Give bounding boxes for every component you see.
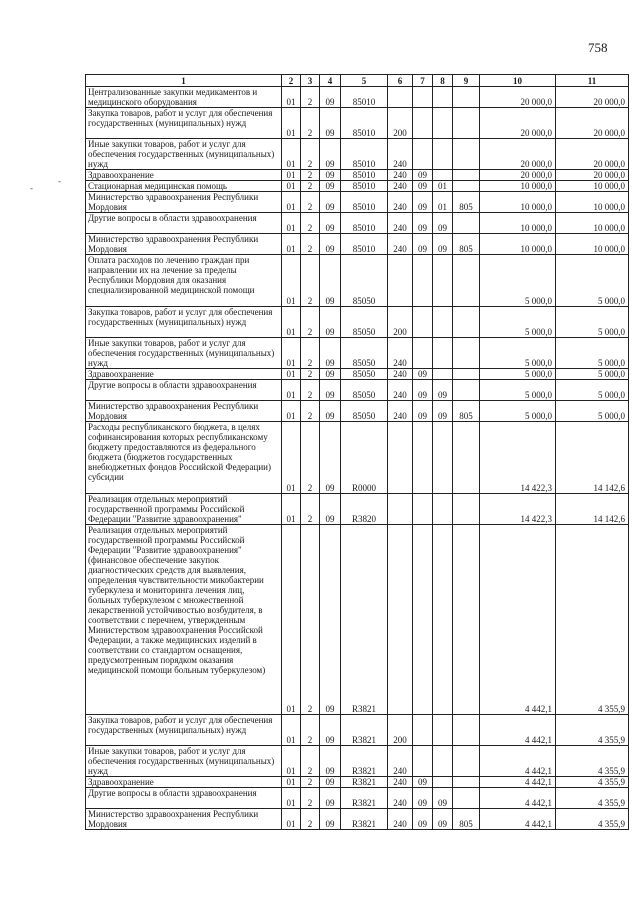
header-cell: 5 — [341, 75, 388, 87]
code-cell: 240 — [388, 139, 413, 170]
code-cell: 09 — [413, 234, 433, 255]
row-name: Иные закупки товаров, работ и услуг для обеспечения государственных (муниципальных) нужд — [86, 338, 282, 369]
code-cell: 09 — [320, 777, 341, 788]
code-cell — [433, 715, 453, 746]
amount-cell: 4 355,9 — [556, 777, 629, 788]
code-cell: 09 — [413, 777, 433, 788]
code-cell: 09 — [433, 788, 453, 809]
code-cell — [413, 525, 433, 715]
code-cell: 85050 — [341, 255, 388, 307]
code-cell: 01 — [282, 170, 301, 181]
code-cell: 09 — [320, 809, 341, 830]
header-cell: 7 — [413, 75, 433, 87]
code-cell — [433, 170, 453, 181]
row-name: Министерство здравоохранения Республики Мордовия — [86, 809, 282, 830]
code-cell: 09 — [320, 87, 341, 108]
table-row — [86, 809, 629, 830]
code-cell: 85010 — [341, 181, 388, 192]
code-cell: 09 — [320, 369, 341, 380]
code-cell: 200 — [388, 715, 413, 746]
code-cell: 09 — [320, 307, 341, 338]
code-cell: 240 — [388, 369, 413, 380]
code-cell: 805 — [453, 234, 480, 255]
code-cell — [433, 494, 453, 525]
code-cell: 01 — [282, 255, 301, 307]
code-cell: 2 — [301, 307, 320, 338]
amount-cell: 20 000,0 — [480, 87, 556, 108]
table-row — [86, 234, 629, 255]
code-cell: 805 — [453, 192, 480, 213]
code-cell — [433, 369, 453, 380]
amount-cell: 4 355,9 — [556, 788, 629, 809]
code-cell — [413, 338, 433, 369]
code-cell: 01 — [282, 192, 301, 213]
amount-cell: 5 000,0 — [556, 380, 629, 401]
amount-cell: 14 422,3 — [480, 422, 556, 494]
header-cell: 2 — [282, 75, 301, 87]
row-name: Закупка товаров, работ и услуг для обеспечения государственных (муниципальных) нужд — [86, 108, 282, 139]
code-cell: 01 — [282, 234, 301, 255]
row-name: Реализация отдельных мероприятий государственной программы Российской Федерации "Развитие здравоохранения" — [86, 494, 282, 525]
amount-cell: 5 000,0 — [480, 401, 556, 422]
code-cell — [413, 494, 433, 525]
code-cell: 2 — [301, 255, 320, 307]
code-cell: 01 — [433, 192, 453, 213]
code-cell: 240 — [388, 234, 413, 255]
amount-cell: 4 442,1 — [480, 525, 556, 715]
code-cell — [453, 213, 480, 234]
table-row — [86, 255, 629, 307]
code-cell — [413, 255, 433, 307]
code-cell: 2 — [301, 108, 320, 139]
code-cell — [413, 422, 433, 494]
code-cell: R3821 — [341, 809, 388, 830]
code-cell — [453, 338, 480, 369]
amount-cell: 4 355,9 — [556, 809, 629, 830]
amount-cell: 10 000,0 — [556, 192, 629, 213]
row-name: Министерство здравоохранения Республики Мордовия — [86, 234, 282, 255]
margin-mark: - — [58, 176, 61, 186]
amount-cell: 10 000,0 — [556, 234, 629, 255]
code-cell: 2 — [301, 139, 320, 170]
amount-cell: 5 000,0 — [480, 369, 556, 380]
code-cell: 09 — [433, 401, 453, 422]
code-cell: 85050 — [341, 380, 388, 401]
row-name: Иные закупки товаров, работ и услуг для обеспечения государственных (муниципальных) нужд — [86, 746, 282, 777]
code-cell: 85010 — [341, 192, 388, 213]
code-cell: 2 — [301, 213, 320, 234]
code-cell: 2 — [301, 715, 320, 746]
table-row — [86, 525, 629, 715]
code-cell: 09 — [320, 746, 341, 777]
code-cell — [453, 369, 480, 380]
code-cell — [453, 746, 480, 777]
code-cell: 240 — [388, 338, 413, 369]
code-cell: 09 — [413, 192, 433, 213]
table-row — [86, 338, 629, 369]
code-cell — [433, 746, 453, 777]
code-cell — [453, 715, 480, 746]
code-cell — [413, 307, 433, 338]
code-cell: 85050 — [341, 369, 388, 380]
amount-cell: 20 000,0 — [556, 170, 629, 181]
code-cell: 09 — [433, 809, 453, 830]
code-cell: 09 — [433, 234, 453, 255]
code-cell: 2 — [301, 401, 320, 422]
header-cell: 6 — [388, 75, 413, 87]
code-cell — [453, 87, 480, 108]
row-name: Министерство здравоохранения Республики Мордовия — [86, 401, 282, 422]
row-name: Здравоохранение — [86, 777, 282, 788]
row-name: Здравоохранение — [86, 369, 282, 380]
code-cell: 09 — [320, 139, 341, 170]
code-cell: 01 — [282, 369, 301, 380]
budget-table — [85, 74, 629, 830]
code-cell: 09 — [413, 170, 433, 181]
code-cell: 09 — [433, 213, 453, 234]
code-cell: 01 — [282, 401, 301, 422]
row-name: Оплата расходов по лечению граждан при направлении их на лечение за пределы Республики Мордовия для оказания специализированной медицинской помощи — [86, 255, 282, 307]
row-name: Централизованные закупки медикаментов и медицинского оборудования — [86, 87, 282, 108]
table-row — [86, 192, 629, 213]
code-cell: R3821 — [341, 777, 388, 788]
code-cell: 09 — [413, 788, 433, 809]
code-cell: R3821 — [341, 525, 388, 715]
code-cell: 240 — [388, 213, 413, 234]
row-name: Другие вопросы в области здравоохранения — [86, 213, 282, 234]
code-cell — [453, 255, 480, 307]
amount-cell: 5 000,0 — [556, 307, 629, 338]
table-row — [86, 715, 629, 746]
header-cell: 8 — [433, 75, 453, 87]
row-name: Иные закупки товаров, работ и услуг для обеспечения государственных (муниципальных) нужд — [86, 139, 282, 170]
header-cell: 3 — [301, 75, 320, 87]
header-cell: 9 — [453, 75, 480, 87]
header-cell: 10 — [480, 75, 556, 87]
code-cell — [388, 255, 413, 307]
code-cell: 85010 — [341, 170, 388, 181]
code-cell — [388, 494, 413, 525]
code-cell — [433, 87, 453, 108]
row-name: Другие вопросы в области здравоохранения — [86, 788, 282, 809]
code-cell: 01 — [282, 181, 301, 192]
code-cell: 01 — [282, 338, 301, 369]
code-cell: 01 — [282, 380, 301, 401]
code-cell: 200 — [388, 108, 413, 139]
code-cell: 01 — [282, 788, 301, 809]
code-cell: 01 — [282, 525, 301, 715]
table-row — [86, 170, 629, 181]
amount-cell: 4 442,1 — [480, 715, 556, 746]
code-cell: 09 — [320, 422, 341, 494]
row-name: Реализация отдельных мероприятий государственной программы Российской Федерации "Развитие здравоохранения" (финансовое обеспечение закупок диагностических средств для выявления, определения чувствительности микобактерии туберкулеза и мониторинга лечения лиц, больных туберкулезом с множественной лекарственной устойчивостью возбудителя, в соответствии с перечнем, утвержденным Министерством здравоохранения Российской Федерации, а также медицинских изделий в соответствии со стандартом оснащения, предусмотренным порядком оказания медицинской помощи больным туберкулезом) — [86, 525, 282, 715]
amount-cell: 5 000,0 — [480, 307, 556, 338]
amount-cell: 10 000,0 — [480, 181, 556, 192]
code-cell: 09 — [320, 380, 341, 401]
table-header-row — [86, 75, 629, 87]
table-row — [86, 108, 629, 139]
code-cell — [453, 788, 480, 809]
code-cell: 240 — [388, 777, 413, 788]
code-cell — [433, 338, 453, 369]
row-name: Закупка товаров, работ и услуг для обеспечения государственных (муниципальных) нужд — [86, 715, 282, 746]
code-cell: 01 — [282, 777, 301, 788]
code-cell: 2 — [301, 494, 320, 525]
code-cell: 240 — [388, 192, 413, 213]
table-row — [86, 307, 629, 338]
code-cell: 09 — [413, 401, 433, 422]
code-cell: 01 — [433, 181, 453, 192]
code-cell: 85010 — [341, 87, 388, 108]
code-cell: 09 — [320, 108, 341, 139]
margin-mark: - — [30, 183, 33, 193]
header-cell: 11 — [556, 75, 629, 87]
amount-cell: 10 000,0 — [480, 192, 556, 213]
code-cell: 2 — [301, 380, 320, 401]
code-cell — [453, 108, 480, 139]
code-cell: 01 — [282, 307, 301, 338]
table-row — [86, 777, 629, 788]
table-row — [86, 213, 629, 234]
code-cell: 09 — [320, 213, 341, 234]
code-cell: 09 — [320, 255, 341, 307]
amount-cell: 14 142,6 — [556, 494, 629, 525]
code-cell: R0000 — [341, 422, 388, 494]
row-name: Другие вопросы в области здравоохранения — [86, 380, 282, 401]
code-cell: 09 — [320, 525, 341, 715]
code-cell: 09 — [320, 170, 341, 181]
code-cell — [388, 422, 413, 494]
code-cell: 09 — [320, 715, 341, 746]
table-row — [86, 181, 629, 192]
code-cell — [413, 139, 433, 170]
code-cell: 2 — [301, 170, 320, 181]
header-cell: 4 — [320, 75, 341, 87]
code-cell: 09 — [413, 380, 433, 401]
row-name: Министерство здравоохранения Республики Мордовия — [86, 192, 282, 213]
amount-cell: 5 000,0 — [480, 338, 556, 369]
amount-cell: 10 000,0 — [480, 213, 556, 234]
amount-cell: 5 000,0 — [556, 255, 629, 307]
amount-cell: 4 442,1 — [480, 746, 556, 777]
code-cell: 01 — [282, 139, 301, 170]
table-row — [86, 87, 629, 108]
code-cell — [413, 746, 433, 777]
code-cell: R3821 — [341, 746, 388, 777]
code-cell: 09 — [320, 181, 341, 192]
row-name: Расходы республиканского бюджета, в целях софинансирования которых республиканскому бюджету предоставляются из федерального бюджета (бюджетов государственных внебюджетных фондов Российской Федерации) субсидии — [86, 422, 282, 494]
code-cell: 2 — [301, 788, 320, 809]
code-cell: 2 — [301, 525, 320, 715]
amount-cell: 5 000,0 — [480, 255, 556, 307]
code-cell: 01 — [282, 746, 301, 777]
code-cell: 01 — [282, 108, 301, 139]
code-cell: 805 — [453, 809, 480, 830]
code-cell: 85010 — [341, 213, 388, 234]
code-cell — [453, 777, 480, 788]
code-cell: 2 — [301, 338, 320, 369]
code-cell — [433, 525, 453, 715]
code-cell: 01 — [282, 494, 301, 525]
code-cell — [433, 422, 453, 494]
code-cell — [433, 777, 453, 788]
code-cell: 09 — [413, 809, 433, 830]
amount-cell: 10 000,0 — [556, 181, 629, 192]
code-cell — [453, 139, 480, 170]
table-row — [86, 422, 629, 494]
code-cell — [453, 525, 480, 715]
amount-cell: 4 442,1 — [480, 788, 556, 809]
code-cell: 85010 — [341, 139, 388, 170]
code-cell: 2 — [301, 369, 320, 380]
code-cell — [453, 170, 480, 181]
code-cell: 240 — [388, 170, 413, 181]
code-cell: 09 — [320, 401, 341, 422]
code-cell — [433, 307, 453, 338]
code-cell: 85050 — [341, 307, 388, 338]
code-cell: 240 — [388, 746, 413, 777]
amount-cell: 20 000,0 — [556, 87, 629, 108]
code-cell — [433, 108, 453, 139]
code-cell: 01 — [282, 715, 301, 746]
code-cell: 09 — [413, 181, 433, 192]
code-cell: 09 — [320, 338, 341, 369]
code-cell — [413, 715, 433, 746]
code-cell: 09 — [320, 192, 341, 213]
code-cell: 85050 — [341, 338, 388, 369]
code-cell: 240 — [388, 809, 413, 830]
code-cell — [453, 307, 480, 338]
row-name: Здравоохранение — [86, 170, 282, 181]
table-row — [86, 746, 629, 777]
code-cell: 01 — [282, 213, 301, 234]
amount-cell: 20 000,0 — [480, 108, 556, 139]
code-cell — [388, 525, 413, 715]
code-cell: 01 — [282, 422, 301, 494]
code-cell — [433, 255, 453, 307]
table-row — [86, 380, 629, 401]
table-row — [86, 401, 629, 422]
code-cell: 01 — [282, 87, 301, 108]
code-cell: 09 — [320, 788, 341, 809]
code-cell — [388, 87, 413, 108]
code-cell: 85010 — [341, 234, 388, 255]
code-cell: 85050 — [341, 401, 388, 422]
amount-cell: 20 000,0 — [480, 170, 556, 181]
code-cell: 2 — [301, 181, 320, 192]
amount-cell: 20 000,0 — [556, 108, 629, 139]
code-cell — [453, 494, 480, 525]
amount-cell: 14 142,6 — [556, 422, 629, 494]
table-row — [86, 369, 629, 380]
code-cell: 805 — [453, 401, 480, 422]
header-cell: 1 — [86, 75, 282, 87]
amount-cell: 5 000,0 — [556, 338, 629, 369]
code-cell: 2 — [301, 192, 320, 213]
amount-cell: 4 442,1 — [480, 777, 556, 788]
code-cell: 2 — [301, 87, 320, 108]
code-cell: 240 — [388, 380, 413, 401]
amount-cell: 4 355,9 — [556, 746, 629, 777]
code-cell — [413, 87, 433, 108]
code-cell: R3821 — [341, 788, 388, 809]
amount-cell: 4 355,9 — [556, 525, 629, 715]
amount-cell: 5 000,0 — [556, 369, 629, 380]
amount-cell: 4 355,9 — [556, 715, 629, 746]
code-cell: 2 — [301, 234, 320, 255]
code-cell: 2 — [301, 809, 320, 830]
code-cell: 240 — [388, 181, 413, 192]
code-cell: 09 — [413, 213, 433, 234]
row-name: Стационарная медицинская помощь — [86, 181, 282, 192]
code-cell — [453, 181, 480, 192]
code-cell — [453, 422, 480, 494]
code-cell: 01 — [282, 809, 301, 830]
code-cell: 09 — [413, 369, 433, 380]
code-cell: 240 — [388, 401, 413, 422]
amount-cell: 4 442,1 — [480, 809, 556, 830]
code-cell — [413, 108, 433, 139]
code-cell: 85010 — [341, 108, 388, 139]
page-number: 758 — [588, 40, 608, 55]
code-cell — [453, 380, 480, 401]
amount-cell: 5 000,0 — [556, 401, 629, 422]
code-cell: R3821 — [341, 715, 388, 746]
amount-cell: 10 000,0 — [480, 234, 556, 255]
amount-cell: 20 000,0 — [556, 139, 629, 170]
amount-cell: 5 000,0 — [480, 380, 556, 401]
code-cell: 2 — [301, 777, 320, 788]
code-cell: 2 — [301, 746, 320, 777]
amount-cell: 14 422,3 — [480, 494, 556, 525]
table-row — [86, 788, 629, 809]
code-cell: 09 — [320, 494, 341, 525]
table-row — [86, 139, 629, 170]
amount-cell: 10 000,0 — [556, 213, 629, 234]
code-cell: 240 — [388, 788, 413, 809]
row-name: Закупка товаров, работ и услуг для обеспечения государственных (муниципальных) нужд — [86, 307, 282, 338]
code-cell: 2 — [301, 422, 320, 494]
code-cell: 09 — [320, 234, 341, 255]
code-cell: R3820 — [341, 494, 388, 525]
amount-cell: 20 000,0 — [480, 139, 556, 170]
code-cell: 09 — [433, 380, 453, 401]
code-cell — [433, 139, 453, 170]
code-cell: 200 — [388, 307, 413, 338]
table-row — [86, 494, 629, 525]
